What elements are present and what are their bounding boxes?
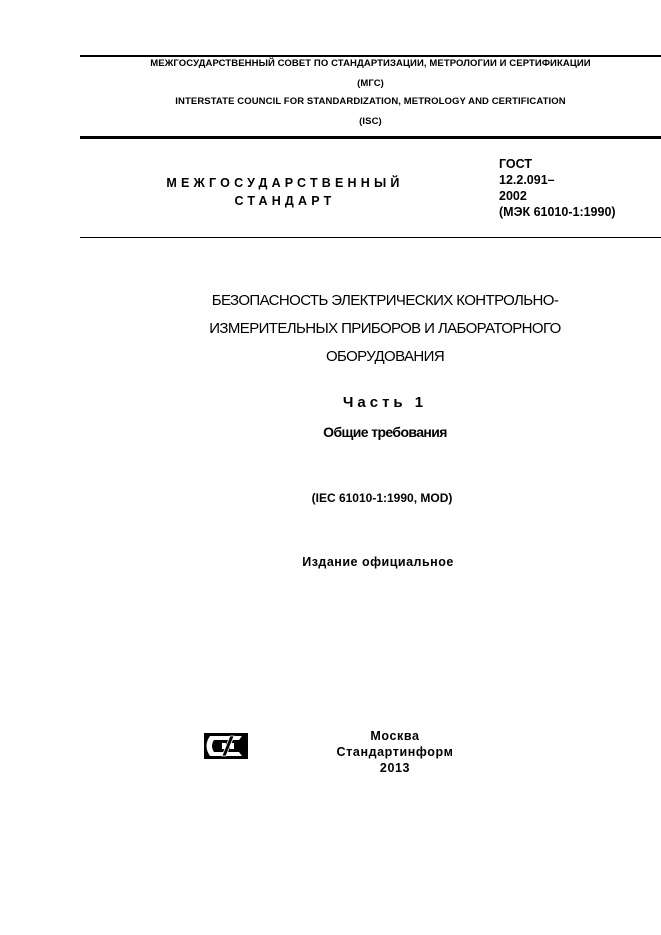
gost-label: ГОСТ — [499, 157, 532, 171]
gost-number: 12.2.091– — [499, 173, 555, 187]
title-line-1: БЕЗОПАСНОСТЬ ЭЛЕКТРИЧЕСКИХ КОНТРОЛЬНО- — [211, 292, 559, 309]
publisher-city: Москва — [370, 729, 420, 743]
council-abbr-en: (ISC) — [359, 116, 382, 127]
title-line-3: ОБОРУДОВАНИЯ — [325, 348, 445, 365]
iec-reference: (IEC 61010-1:1990, MOD) — [311, 491, 453, 505]
standard-type-line1: МЕЖГОСУДАРСТВЕННЫЙ — [166, 176, 404, 190]
standard-type-line2: СТАНДАРТ — [234, 194, 336, 208]
part-label: Часть 1 — [342, 394, 428, 411]
gost-year: 2002 — [499, 189, 527, 203]
designation-rule — [80, 237, 661, 238]
subtitle: Общие требования — [323, 424, 447, 440]
council-name-ru: МЕЖГОСУДАРСТВЕННЫЙ СОВЕТ ПО СТАНДАРТИЗАЦИИ, МЕТРОЛОГИИ И СЕРТИФИКАЦИИ — [150, 58, 591, 69]
top-rule — [80, 55, 661, 57]
council-name-en: INTERSTATE COUNCIL FOR STANDARDIZATION, METROLOGY AND CERTIFICATION — [175, 96, 566, 107]
standartinform-logo-icon — [204, 733, 248, 759]
publisher-name: Стандартинформ — [336, 745, 454, 759]
edition-label: Издание официальное — [302, 555, 454, 569]
gost-designation — [499, 156, 616, 220]
title-line-2: ИЗМЕРИТЕЛЬНЫХ ПРИБОРОВ И ЛАБОРАТОРНОГО — [209, 320, 561, 337]
council-abbr-ru: (МГС) — [357, 78, 384, 89]
publisher-year: 2013 — [379, 761, 411, 775]
gost-equivalent: (МЭК 61010-1:1990) — [499, 205, 616, 219]
header-bottom-rule — [80, 136, 661, 139]
publisher-block — [300, 728, 490, 776]
